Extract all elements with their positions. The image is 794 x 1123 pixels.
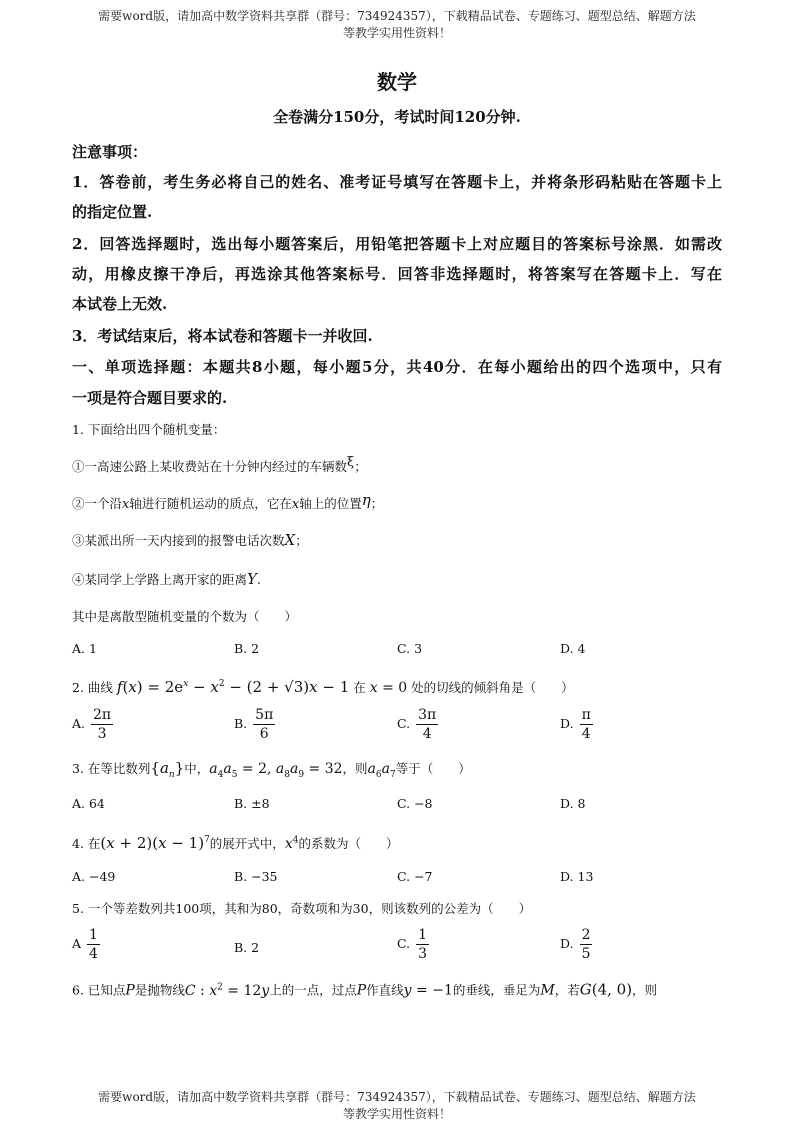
q6-p1: 6. 已知点: [72, 982, 126, 998]
q5-option-c-fraction: [416, 926, 429, 963]
denominator: 4: [581, 726, 591, 742]
q1-option-a: A. 1: [72, 641, 97, 656]
q4-option-a: A. −49: [72, 869, 116, 884]
q6-line: y = −1: [403, 982, 453, 999]
q1-item-2c: 轴上的位置: [299, 496, 362, 511]
q5-option-c-label: C.: [397, 936, 411, 951]
q3-option-c: C. −8: [397, 796, 433, 811]
q2-option-a-fraction: [91, 706, 113, 743]
q4-option-d: D. 13: [560, 869, 594, 884]
numerator: 5π: [255, 707, 274, 723]
q2-option-c-label: C.: [397, 716, 411, 731]
q3-option-a: A. 64: [72, 796, 105, 811]
q5-option-c: [397, 926, 429, 963]
q4-tail: 的系数为（ ）: [298, 836, 399, 851]
q2-tail: 处的切线的倾斜角是（ ）: [411, 680, 574, 695]
denominator: 3: [97, 726, 107, 742]
q4-option-b: B. −35: [234, 869, 278, 884]
q2-option-a: [72, 706, 113, 743]
numerator: π: [581, 707, 591, 723]
q5-option-d-label: D.: [560, 936, 574, 951]
P-symbol: P: [125, 982, 135, 999]
note-2-line-1: 2．回答选择题时，选出每小题答案后，用铅笔把答题卡上对应题目的答案标号涂黑．如需改: [72, 235, 722, 253]
q1-item-4: ④某同学上学路上离开家的距离Y.: [72, 570, 261, 588]
q3-target: $a_6a_7$: [367, 761, 396, 780]
q2-option-d-fraction: [580, 706, 593, 743]
q2-option-c: [397, 706, 438, 743]
q1-question: 其中是离散型随机变量的个数为（ ）: [72, 609, 298, 624]
notes-heading: 注意事项：: [72, 143, 148, 161]
q5-option-d: [560, 926, 592, 963]
q6-parabola: C : $x^2 = 12y$: [184, 982, 270, 999]
q3-num: 3. 在等比数列: [72, 761, 151, 776]
q6-p4: 作直线: [366, 982, 404, 998]
q5-option-a-label: A: [72, 936, 82, 951]
q3-stem: [72, 759, 471, 784]
page-subtitle: 全卷满分150分，考试时间120分钟.: [273, 108, 521, 126]
top-banner: [0, 8, 794, 42]
x-symbol: x: [291, 497, 300, 512]
q5-option-d-fraction: [580, 926, 593, 963]
note-3: 3．考试结束后，将本试卷和答题卡一并收回.: [72, 327, 373, 345]
denominator: 6: [259, 726, 269, 742]
q2-mid: 在: [353, 680, 366, 695]
eta-symbol: η: [361, 491, 371, 509]
q6-p3: 上的一点，过点: [269, 982, 357, 998]
X-symbol: X: [284, 531, 296, 549]
q1-item-1: ①一高速公路上某收费站在十分钟内经过的车辆数ξ；: [72, 455, 367, 474]
denominator: 4: [89, 946, 98, 962]
q5-stem: 5. 一个等差数列共100项，其和为80，奇数项和为30，则该数列的公差为（ ）: [72, 901, 532, 916]
q3-tail: ，则: [342, 761, 368, 776]
banner-line-2: 等教学实用性资料！: [342, 1107, 451, 1121]
q5-option-b: B. 2: [234, 940, 260, 955]
q1-item-2: ②一个沿x轴进行随机运动的质点，它在x轴上的位置η；: [72, 491, 384, 512]
banner-line-1: 需要word版，请加高中数学资料共享群（群号：734924357），下载精品试卷、专题练习、题型总结、解题方法: [98, 1090, 696, 1104]
q2-option-b-label: B.: [234, 716, 248, 731]
q6-stem: [72, 978, 657, 1000]
q3-sequence: $\{a_n\}$: [150, 759, 185, 780]
section-1-line-1: 一、单项选择题：本题共8小题，每小题5分，共40分．在每小题给出的四个选项中，只有: [72, 358, 722, 376]
numerator: 2π: [93, 707, 112, 723]
q3-option-d: D. 8: [560, 796, 586, 811]
q6-p7: ，则: [632, 982, 658, 998]
q3-end: 等于（ ）: [395, 761, 471, 776]
q2-option-c-fraction: [416, 706, 438, 743]
note-2-line-3: 本试卷上无效.: [72, 295, 168, 313]
q1-option-d: D. 4: [560, 641, 586, 656]
q4-term: $x^4$: [284, 835, 299, 852]
x-symbol: x: [122, 497, 130, 512]
section-1-line-2: 一项是符合题目要求的.: [72, 389, 228, 407]
q2-formula: $f(x) = 2e^x - x^2 - (2 + √3)x - 1$: [116, 678, 350, 696]
q3-conditions: $a_4a_5 = 2$, $a_8a_9 = 32$: [209, 761, 343, 780]
banner-line-1: 需要word版，请加高中数学资料共享群（群号：734924357），下载精品试卷、专题练习、题型总结、解题方法: [98, 9, 696, 23]
q1-option-c: C. 3: [397, 641, 423, 656]
q2-option-d: [560, 706, 593, 743]
denominator: 4: [422, 726, 432, 742]
q1-option-b: B. 2: [234, 641, 260, 656]
denominator: 3: [418, 946, 428, 962]
numerator: 1: [89, 927, 98, 943]
q3-mid: 中，: [184, 761, 210, 776]
q6-p5: 的垂线，垂足为: [452, 982, 541, 998]
q1-stem: 1. 下面给出四个随机变量：: [72, 422, 226, 437]
q4-expression: $(x + 2)(x - 1)^7$: [100, 834, 210, 852]
q1-item-4-text: ④某同学上学路上离开家的距离: [72, 572, 248, 587]
xi-symbol: ξ: [347, 455, 355, 470]
q1-item-2a: ②一个沿: [72, 496, 123, 511]
q1-item-3-text: ③某派出所一天内接到的报警电话次数: [72, 533, 285, 548]
q6-p6: ，若: [554, 982, 580, 998]
P-symbol: P: [356, 982, 367, 999]
q2-option-b: [234, 706, 275, 743]
q6-p2: 是抛物线: [134, 982, 185, 998]
q6-point: G(4, 0): [579, 980, 633, 999]
q2-condition: x = 0: [369, 680, 408, 696]
q2-num: 2. 曲线: [72, 680, 113, 695]
q4-mid: 的展开式中，: [209, 836, 285, 851]
q5-option-a: [72, 926, 100, 963]
q2-stem: [72, 675, 574, 697]
note-1-line-2: 的指定位置.: [72, 203, 153, 221]
q1-item-3: ③某派出所一天内接到的报警电话次数X；: [72, 531, 308, 549]
numerator: 2: [581, 927, 591, 943]
q2-option-d-label: D.: [560, 716, 574, 731]
q3-option-b: B. ±8: [234, 796, 270, 811]
note-1-line-1: 1．答卷前，考生务必将自己的姓名、准考证号填写在答题卡上，并将条形码粘贴在答题卡上: [72, 173, 722, 191]
q1-item-2b: 轴进行随机运动的质点，它在: [129, 496, 292, 511]
q4-stem: [72, 831, 398, 853]
q1-item-1-text: ①一高速公路上某收费站在十分钟内经过的车辆数: [72, 459, 348, 474]
numerator: 3π: [418, 707, 437, 723]
M-symbol: M: [540, 982, 555, 999]
banner-line-2: 等教学实用性资料！: [342, 26, 451, 40]
q4-option-c: C. −7: [397, 869, 433, 884]
note-2-line-2: 动，用橡皮擦干净后，再选涂其他答案标号．回答非选择题时，将答案写在答题卡上．写在: [72, 265, 722, 283]
denominator: 5: [581, 946, 591, 962]
q5-option-a-fraction: [87, 926, 100, 963]
q4-num: 4. 在: [72, 836, 101, 851]
bottom-banner: [0, 1089, 794, 1123]
Y-symbol: Y: [247, 570, 257, 588]
numerator: 1: [418, 927, 428, 943]
page-title: 数学: [377, 70, 417, 94]
q2-option-b-fraction: [253, 706, 275, 743]
q2-option-a-label: A.: [72, 716, 86, 731]
